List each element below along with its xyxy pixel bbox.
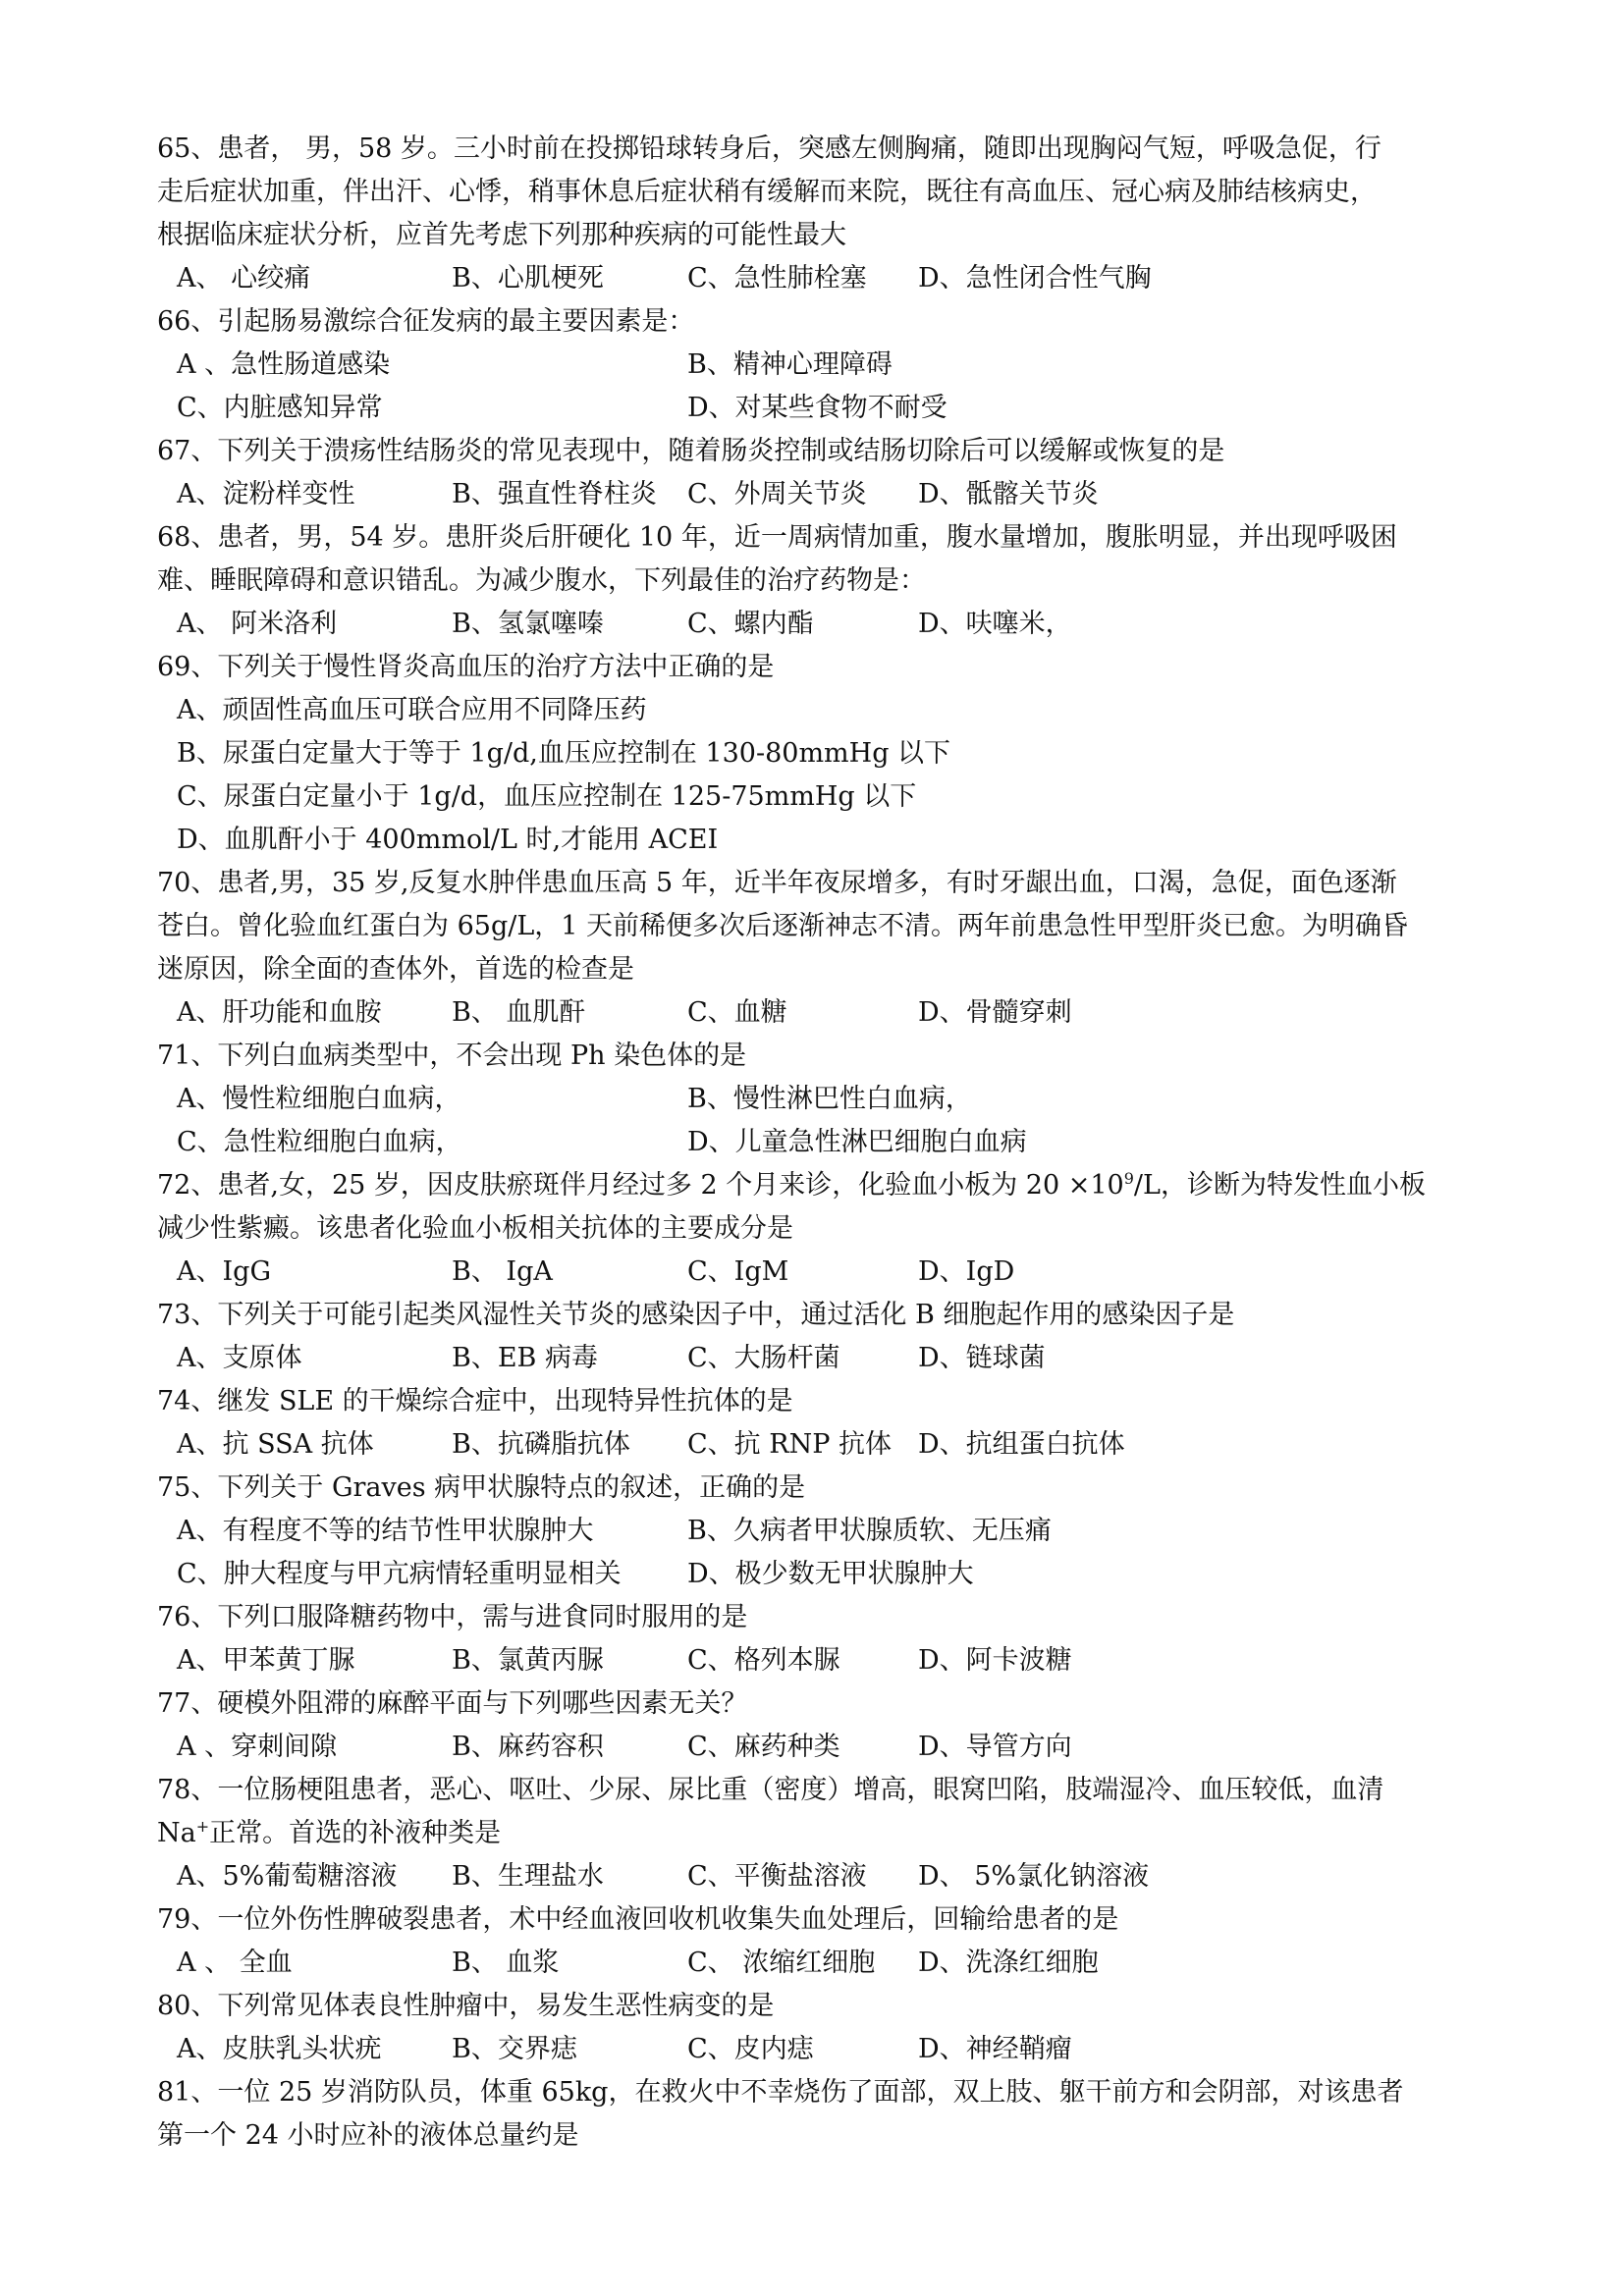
q70-option-d: D、骨髓穿刺	[918, 997, 1072, 1028]
q78-option-d: D、 5%氯化钠溶液	[918, 1861, 1150, 1892]
q65-stem-line-3: 根据临床症状分析，应首先考虑下列那种疾病的可能性最大	[157, 220, 846, 250]
q65-option-d: D、急性闭合性气胸	[918, 263, 1152, 294]
q72-exponent: 9	[1123, 1169, 1134, 1188]
q79-option-b: B、 血浆	[452, 1948, 560, 1978]
q75-option-d: D、极少数无甲状腺肿大	[687, 1559, 974, 1589]
q72-option-d: D、IgD	[918, 1256, 1015, 1287]
q68-stem-line-1: 68、患者，男，54 岁。患肝炎后肝硬化 10 年，近一周病情加重，腹水量增加，腹胀明显，并出现呼吸困	[157, 522, 1397, 553]
q79-option-c: C、 浓缩红细胞	[687, 1948, 876, 1978]
q74-stem-line-1: 74、继发 SLE 的干燥综合症中，出现特异性抗体的是	[157, 1386, 793, 1416]
q76-option-a: A、甲苯黄丁脲	[177, 1645, 355, 1676]
q67-stem-line-1: 67、下列关于溃疡性结肠炎的常见表现中，随着肠炎控制或结肠切除后可以缓解或恢复的是	[157, 436, 1225, 466]
q70-option-c: C、血糖	[687, 997, 787, 1028]
q75-option-b: B、久病者甲状腺质软、无压痛	[687, 1516, 1052, 1546]
q78-sodium-charge: +	[195, 1817, 210, 1836]
q65-stem-line-1: 65、患者， 男，58 岁。三小时前在投掷铅球转身后，突感左侧胸痛，随即出现胸闷气短，呼吸急促，行	[157, 133, 1381, 164]
q65-stem-line-2: 走后症状加重，伴出汗、心悸，稍事休息后症状稍有缓解而来院，既往有高血压、冠心病及肺结核病史，	[157, 177, 1377, 207]
q76-option-b: B、氯黄丙脲	[452, 1645, 604, 1676]
q68-option-b: B、氢氯噻嗪	[452, 609, 604, 639]
q73-stem-line-1: 73、下列关于可能引起类风湿性关节炎的感染因子中，通过活化 B 细胞起作用的感染因子是	[157, 1300, 1235, 1330]
q67-option-d: D、骶髂关节炎	[918, 479, 1099, 509]
q78-stem-line-2-tail: 正常。首选的补液种类是	[209, 1818, 502, 1848]
q77-option-c: C、麻药种类	[687, 1732, 840, 1762]
q73-option-d: D、链球菌	[918, 1343, 1046, 1373]
q67-option-b: B、强直性脊柱炎	[452, 479, 657, 509]
q81-stem-line-2: 第一个 24 小时应补的液体总量约是	[157, 2120, 579, 2151]
q72-option-b: B、 IgA	[452, 1256, 553, 1287]
q76-stem-line-1: 76、下列口服降糖药物中，需与进食同时服用的是	[157, 1602, 748, 1632]
q73-option-b: B、EB 病毒	[452, 1343, 598, 1373]
q78-stem-line-2	[157, 1814, 1492, 1853]
q79-stem-line-1: 79、一位外伤性脾破裂患者，术中经血液回收机收集失血处理后，回输给患者的是	[157, 1904, 1119, 1935]
q69-option-c: C、尿蛋白定量小于 1g/d，血压应控制在 125-75mmHg 以下	[177, 781, 917, 812]
q80-option-a: A、皮肤乳头状疣	[177, 2034, 382, 2064]
q78-option-a: A、5%葡萄糖溶液	[177, 1861, 398, 1892]
q69-option-a: A、顽固性高血压可联合应用不同降压药	[177, 695, 647, 725]
q65-option-a: A、 心绞痛	[177, 263, 311, 294]
q71-option-c: C、急性粒细胞白血病，	[177, 1127, 462, 1157]
q74-option-d: D、抗组蛋白抗体	[918, 1429, 1125, 1460]
q67-option-c: C、外周关节炎	[687, 479, 867, 509]
q70-stem-line-3: 迷原因，除全面的查体外，首选的检查是	[157, 954, 634, 985]
q70-stem-line-2: 苍白。曾化验血红蛋白为 65g/L，1 天前稀便多次后逐渐神志不清。两年前患急性甲型肝炎已愈。为明确昏	[157, 911, 1409, 941]
q78-sodium-symbol: Na	[157, 1818, 196, 1848]
q74-option-b: B、抗磷脂抗体	[452, 1429, 630, 1460]
q70-stem-line-1: 70、患者,男，35 岁,反复水肿伴患血压高 5 年，近半年夜尿增多，有时牙龈出血，口渴，急促，面色逐渐	[157, 868, 1397, 898]
q74-option-a: A、抗 SSA 抗体	[177, 1429, 374, 1460]
q78-option-c: C、平衡盐溶液	[687, 1861, 867, 1892]
q66-option-a: A 、急性肠道感染	[177, 349, 391, 380]
q77-option-a: A 、穿刺间隙	[177, 1732, 338, 1762]
q70-option-a: A、肝功能和血胺	[177, 997, 382, 1028]
q72-stem-line-1-main: 72、患者,女，25 岁，因皮肤瘀斑伴月经过多 2 个月来诊，化验血小板为 20 ×10	[157, 1170, 1124, 1201]
q66-stem-line-1: 66、引起肠易激综合征发病的最主要因素是：	[157, 306, 695, 337]
q66-option-b: B、精神心理障碍	[687, 349, 893, 380]
q80-option-b: B、交界痣	[452, 2034, 577, 2064]
q68-option-d: D、呋噻米，	[918, 609, 1072, 639]
q77-option-d: D、导管方向	[918, 1732, 1072, 1762]
q79-option-a: A 、 全血	[177, 1948, 293, 1978]
q73-option-c: C、大肠杆菌	[687, 1343, 840, 1373]
q69-stem-line-1: 69、下列关于慢性肾炎高血压的治疗方法中正确的是	[157, 652, 775, 682]
q72-stem-line-1-tail: /L，诊断为特发性血小板	[1133, 1170, 1426, 1201]
q81-stem-line-1: 81、一位 25 岁消防队员，体重 65kg，在救火中不幸烧伤了面部，双上肢、躯干前方和会阴部，对该患者	[157, 2077, 1404, 2108]
q75-stem-line-1: 75、下列关于 Graves 病甲状腺特点的叙述，正确的是	[157, 1472, 806, 1503]
q76-option-c: C、格列本脲	[687, 1645, 840, 1676]
q65-option-c: C、急性肺栓塞	[687, 263, 867, 294]
q72-option-c: C、IgM	[687, 1256, 789, 1287]
q71-stem-line-1: 71、下列白血病类型中，不会出现 Ph 染色体的是	[157, 1041, 747, 1071]
q77-stem-line-1: 77、硬模外阻滞的麻醉平面与下列哪些因素无关？	[157, 1688, 748, 1719]
q78-stem-line-1: 78、一位肠梗阻患者，恶心、呕吐、少尿、尿比重（密度）增高，眼窝凹陷，肢端湿冷、血压较低，血清	[157, 1775, 1384, 1805]
q80-option-d: D、神经鞘瘤	[918, 2034, 1072, 2064]
q72-stem-line-1	[157, 1166, 1492, 1205]
q70-option-b: B、 血肌酐	[452, 997, 586, 1028]
q69-option-d: D、血肌酐小于 400mmol/L 时,才能用 ACEI	[177, 825, 719, 855]
q66-option-d: D、对某些食物不耐受	[687, 393, 947, 423]
q72-option-a: A、IgG	[177, 1256, 272, 1287]
q65-option-b: B、心肌梗死	[452, 263, 604, 294]
q74-option-c: C、抗 RNP 抗体	[687, 1429, 892, 1460]
q68-stem-line-2: 难、睡眠障碍和意识错乱。为减少腹水，下列最佳的治疗药物是：	[157, 565, 926, 596]
q72-stem-line-2: 减少性紫癜。该患者化验血小板相关抗体的主要成分是	[157, 1213, 793, 1244]
q71-option-d: D、儿童急性淋巴细胞白血病	[687, 1127, 1027, 1157]
q77-option-b: B、麻药容积	[452, 1732, 604, 1762]
q75-option-a: A、有程度不等的结节性甲状腺肿大	[177, 1516, 594, 1546]
q73-option-a: A、支原体	[177, 1343, 302, 1373]
q66-option-c: C、内脏感知异常	[177, 393, 383, 423]
q78-option-b: B、生理盐水	[452, 1861, 604, 1892]
q71-option-a: A、慢性粒细胞白血病，	[177, 1084, 461, 1114]
q67-option-a: A、淀粉样变性	[177, 479, 355, 509]
q79-option-d: D、洗涤红细胞	[918, 1948, 1099, 1978]
q68-option-a: A、 阿米洛利	[177, 609, 338, 639]
q76-option-d: D、阿卡波糖	[918, 1645, 1072, 1676]
q80-stem-line-1: 80、下列常见体表良性肿瘤中，易发生恶性病变的是	[157, 1991, 775, 2021]
q75-option-c: C、肿大程度与甲亢病情轻重明显相关	[177, 1559, 622, 1589]
q68-option-c: C、螺内酯	[687, 609, 814, 639]
q69-option-b: B、尿蛋白定量大于等于 1g/d,血压应控制在 130-80mmHg 以下	[177, 738, 951, 769]
q71-option-b: B、慢性淋巴性白血病，	[687, 1084, 972, 1114]
q80-option-c: C、皮内痣	[687, 2034, 814, 2064]
